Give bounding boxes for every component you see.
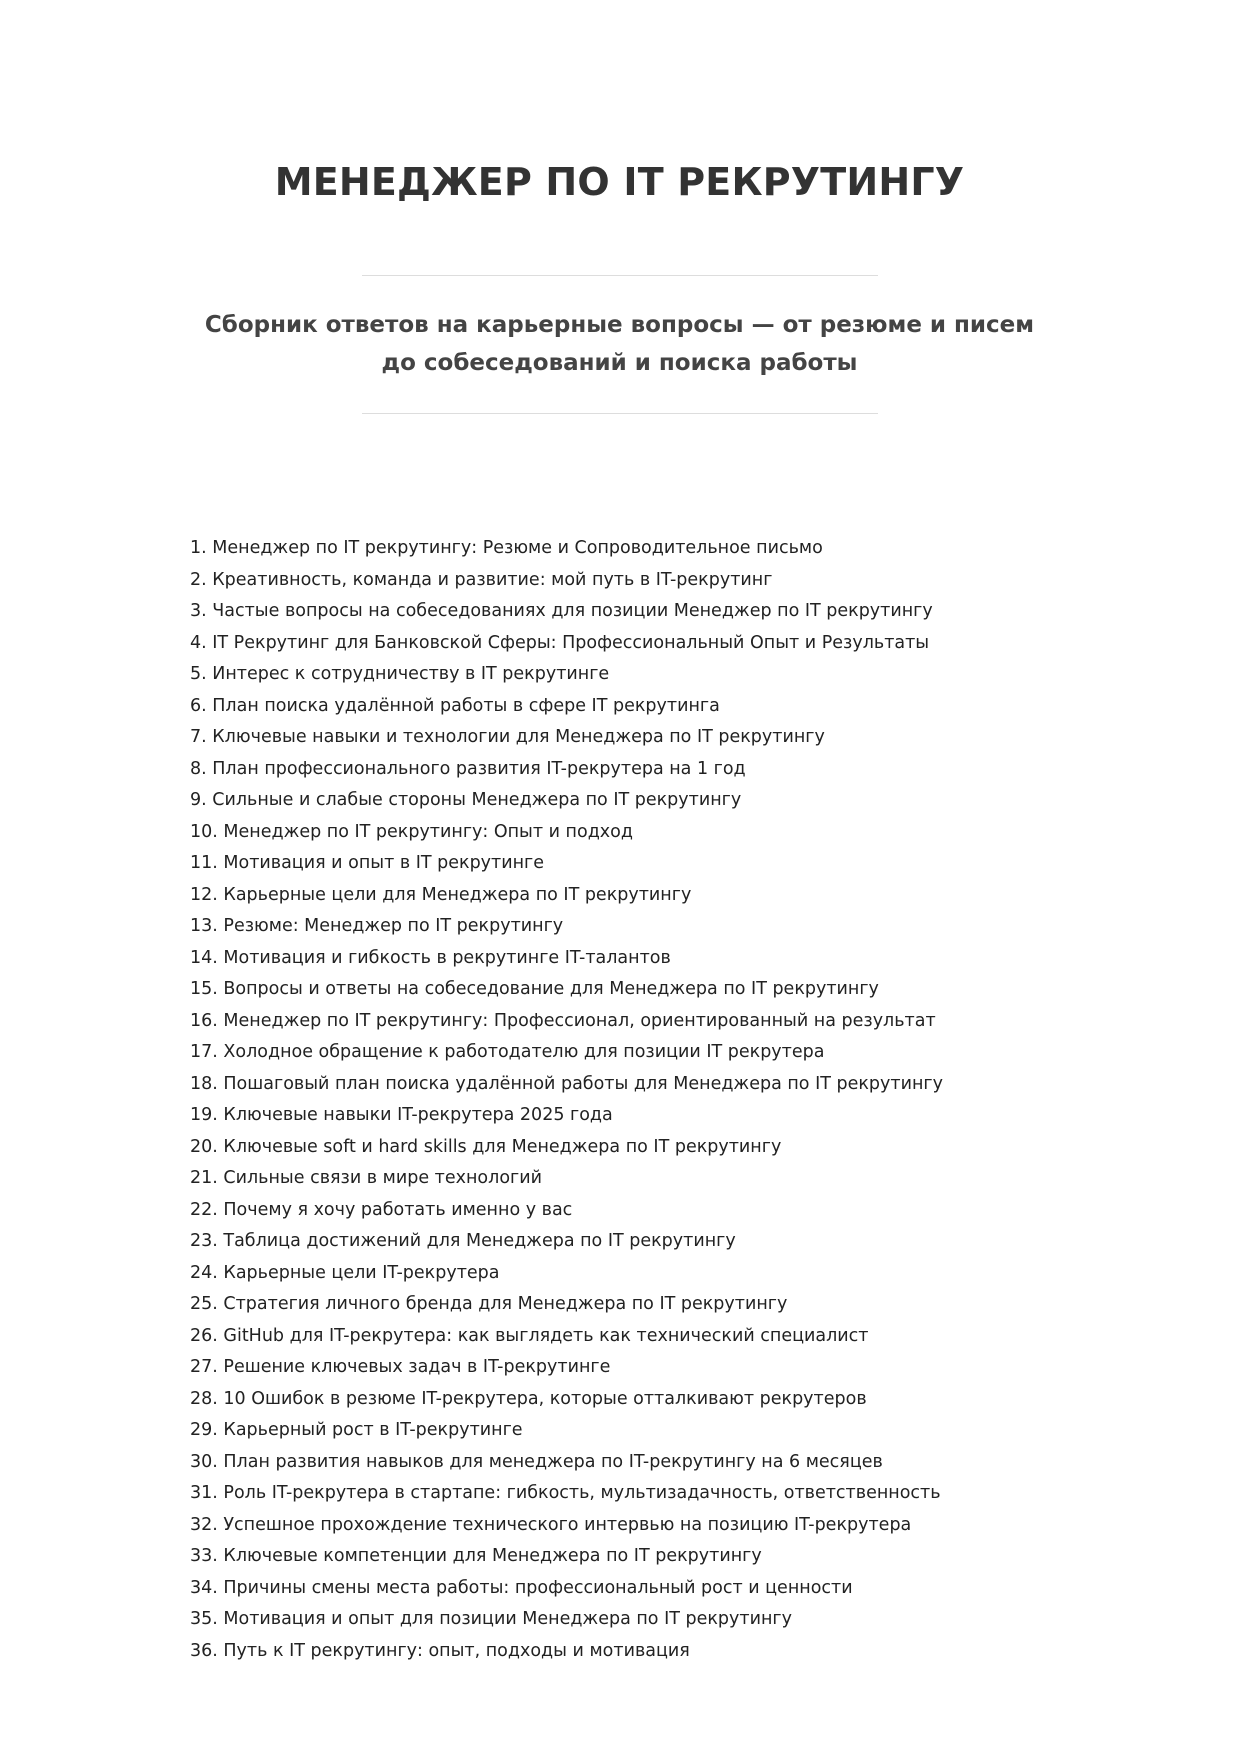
toc-item[interactable]: 25. Стратегия личного бренда для Менеджера по IT рекрутингу	[190, 1294, 788, 1314]
toc-item[interactable]: 1. Менеджер по IT рекрутингу: Резюме и Сопроводительное письмо	[190, 538, 823, 558]
toc-item[interactable]: 10. Менеджер по IT рекрутингу: Опыт и подход	[190, 821, 633, 842]
toc-item[interactable]: 4. IT Рекрутинг для Банковской Сферы: Профессиональный Опыт и Результаты	[190, 632, 930, 653]
toc-item[interactable]: 18. Пошаговый план поиска удалённой работы для Менеджера по IT рекрутингу	[190, 1073, 943, 1094]
toc-item[interactable]: 26. GitHub для IT-рекрутера: как выглядеть как технический специалист	[190, 1325, 869, 1346]
toc-item[interactable]: 12. Карьерные цели для Менеджера по IT рекрутингу	[190, 884, 692, 905]
toc-item[interactable]: 36. Путь к IT рекрутингу: опыт, подходы и мотивация	[190, 1640, 690, 1661]
toc-item[interactable]: 14. Мотивация и гибкость в рекрутинге IT-талантов	[190, 947, 671, 968]
toc-item[interactable]: 19. Ключевые навыки IT-рекрутера 2025 года	[190, 1105, 613, 1125]
toc-item[interactable]: 8. План профессионального развития IT-рекрутера на 1 год	[190, 758, 746, 779]
toc-item[interactable]: 22. Почему я хочу работать именно у вас	[190, 1199, 573, 1220]
toc-item[interactable]: 13. Резюме: Менеджер по IT рекрутингу	[190, 916, 564, 936]
toc-item[interactable]: 27. Решение ключевых задач в IT-рекрутинге	[190, 1357, 611, 1377]
toc-item[interactable]: 7. Ключевые навыки и технологии для Менеджера по IT рекрутингу	[190, 727, 825, 747]
toc-item[interactable]: 15. Вопросы и ответы на собеседование для Менеджера по IT рекрутингу	[190, 979, 879, 999]
divider-top	[362, 275, 878, 276]
toc-item[interactable]: 11. Мотивация и опыт в IT рекрутинге	[190, 853, 545, 873]
toc-item[interactable]: 35. Мотивация и опыт для позиции Менеджера по IT рекрутингу	[190, 1609, 792, 1629]
table-of-contents	[190, 533, 1090, 1667]
toc-item[interactable]: 34. Причины смены места работы: профессиональный рост и ценности	[190, 1577, 853, 1598]
toc-item[interactable]: 29. Карьерный рост в IT-рекрутинге	[190, 1420, 523, 1440]
toc-item[interactable]: 31. Роль IT-рекрутера в стартапе: гибкость, мультизадачность, ответственность	[190, 1483, 941, 1503]
toc-item[interactable]: 9. Сильные и слабые стороны Менеджера по IT рекрутингу	[190, 790, 742, 810]
toc-item[interactable]: 16. Менеджер по IT рекрутингу: Профессионал, ориентированный на результат	[190, 1010, 936, 1031]
toc-item[interactable]: 3. Частые вопросы на собеседованиях для позиции Менеджер по IT рекрутингу	[190, 601, 933, 621]
toc-item[interactable]: 20. Ключевые soft и hard skills для Менеджера по IT рекрутингу	[190, 1136, 782, 1157]
divider-bottom	[362, 413, 878, 414]
toc-item[interactable]: 30. План развития навыков для менеджера по IT-рекрутингу на 6 месяцев	[190, 1451, 883, 1472]
toc-item[interactable]: 5. Интерес к сотрудничеству в IT рекрутинге	[190, 664, 610, 684]
toc-item[interactable]: 24. Карьерные цели IT-рекрутера	[190, 1262, 500, 1283]
toc-item[interactable]: 32. Успешное прохождение технического интервью на позицию IT-рекрутера	[190, 1514, 912, 1535]
toc-item[interactable]: 21. Сильные связи в мире технологий	[190, 1168, 542, 1188]
toc-item[interactable]: 17. Холодное обращение к работодателю для позиции IT рекрутера	[190, 1042, 825, 1062]
toc-item[interactable]: 23. Таблица достижений для Менеджера по IT рекрутингу	[190, 1231, 736, 1251]
document-title: МЕНЕДЖЕР ПО IT РЕКРУТИНГУ	[274, 160, 965, 204]
toc-item[interactable]: 2. Креативность, команда и развитие: мой путь в IT-рекрутинг	[190, 569, 773, 590]
document-subtitle: Сборник ответов на карьерные вопросы — от резюме и писем до собеседований и поиска работы	[204, 312, 1035, 376]
toc-item[interactable]: 28. 10 Ошибок в резюме IT-рекрутера, которые отталкивают рекрутеров	[190, 1388, 867, 1409]
toc-item[interactable]: 6. План поиска удалённой работы в сфере IT рекрутинга	[190, 695, 720, 716]
toc-item[interactable]: 33. Ключевые компетенции для Менеджера по IT рекрутингу	[190, 1546, 762, 1566]
